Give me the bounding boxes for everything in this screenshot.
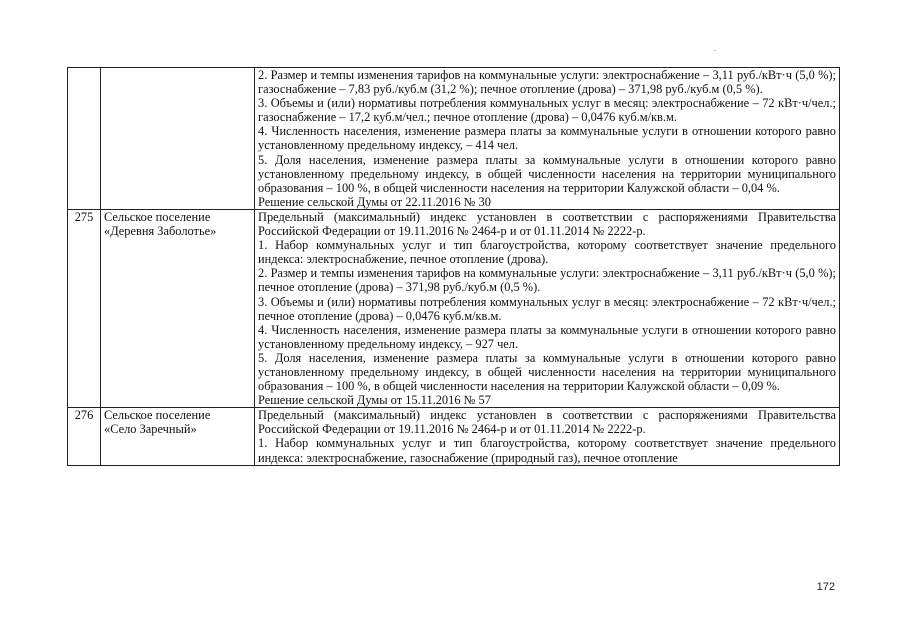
page-number: 172 xyxy=(816,581,835,593)
settlement-name-cell xyxy=(101,408,255,465)
settlement-name-line: «Село Заречный» xyxy=(104,422,197,437)
tariff-rates-paragraph: 2. Размер и темпы изменения тарифов на коммунальные услуги: электроснабжение – 3,11 руб./кВт·ч (5,0 %); газоснабжение – 7,83 руб./куб.м (31,2 %); печное отопление (дрова) – 371,98 руб./куб.м (0,5 %). xyxy=(258,68,836,97)
table-row xyxy=(68,68,840,210)
settlement-name-line: «Деревня Заболотье» xyxy=(104,224,217,239)
index-description-cell xyxy=(255,408,840,465)
settlement-name-line: Сельское поселение xyxy=(104,408,211,423)
row-number: 276 xyxy=(68,408,101,465)
consumption-norms-paragraph: 3. Объемы и (или) нормативы потребления коммунальных услуг в месяц: электроснабжение – 72 кВт·ч/чел.; газоснабжение – 17,2 куб.м/чел.; печное отопление (дрова) – 0,0476 куб.м/кв.м. xyxy=(258,96,836,125)
service-set-paragraph: 1. Набор коммунальных услуг и тип благоустройства, которому соответствует значение предельного индекса: электроснабжение, газоснабжение (природный газ), печное отопление xyxy=(258,436,836,465)
tariff-index-table xyxy=(67,67,840,466)
table-row xyxy=(68,408,840,465)
settlement-name-cell xyxy=(101,209,255,407)
tariff-rates-paragraph: 2. Размер и темпы изменения тарифов на коммунальные услуги: электроснабжение – 3,11 руб./кВт·ч (5,0 %); печное отопление (дрова) – 371,98 руб./куб.м (0,5 %). xyxy=(258,266,836,295)
population-count-paragraph: 4. Численность населения, изменение размера платы за коммунальные услуги в отношении которого равно установленному предельному индексу, – 927 чел. xyxy=(258,322,836,351)
index-description-cell xyxy=(255,209,840,407)
population-share-paragraph: 5. Доля населения, изменение размера платы за коммунальные услуги в отношении которого равно установленному предельному индексу, в общей численности населения на территории муниципального образования – 100 %, в общей численности населения на территории Калужской области – 0,04 %. xyxy=(258,152,836,195)
duma-decision-paragraph: Решение сельской Думы от 15.11.2016 № 57 xyxy=(258,393,491,408)
duma-decision-paragraph: Решение сельской Думы от 22.11.2016 № 30 xyxy=(258,194,491,209)
legal-basis-paragraph: Предельный (максимальный) индекс установлен в соответствии с распоряжениями Правительства Российской Федерации от 19.11.2016 № 2464-р и от 01.11.2014 № 2222-р. xyxy=(258,209,836,239)
row-number xyxy=(68,68,101,210)
row-number: 275 xyxy=(68,209,101,407)
population-count-paragraph: 4. Численность населения, изменение размера платы за коммунальные услуги в отношении которого равно установленному предельному индексу, – 414 чел. xyxy=(258,124,836,153)
legal-basis-paragraph: Предельный (максимальный) индекс установлен в соответствии с распоряжениями Правительства Российской Федерации от 19.11.2016 № 2464-р и от 01.11.2014 № 2222-р. xyxy=(258,408,836,437)
service-set-paragraph: 1. Набор коммунальных услуг и тип благоустройства, которому соответствует значение предельного индекса: электроснабжение, печное отопление (дрова). xyxy=(258,238,836,267)
table-row xyxy=(68,209,840,407)
consumption-norms-paragraph: 3. Объемы и (или) нормативы потребления коммунальных услуг в месяц: электроснабжение – 72 кВт·ч/чел.; печное отопление (дрова) – 0,0476 куб.м/кв.м. xyxy=(258,294,836,323)
settlement-name-line: Сельское поселение xyxy=(104,209,211,224)
index-description-cell xyxy=(255,68,840,210)
scan-speck xyxy=(714,50,716,51)
settlement-name-cell xyxy=(101,68,255,210)
population-share-paragraph: 5. Доля населения, изменение размера платы за коммунальные услуги в отношении которого равно установленному предельному индексу, в общей численности населения на территории муниципального образования – 100 %, в общей численности населения на территории Калужской области – 0,09 %. xyxy=(258,350,836,394)
